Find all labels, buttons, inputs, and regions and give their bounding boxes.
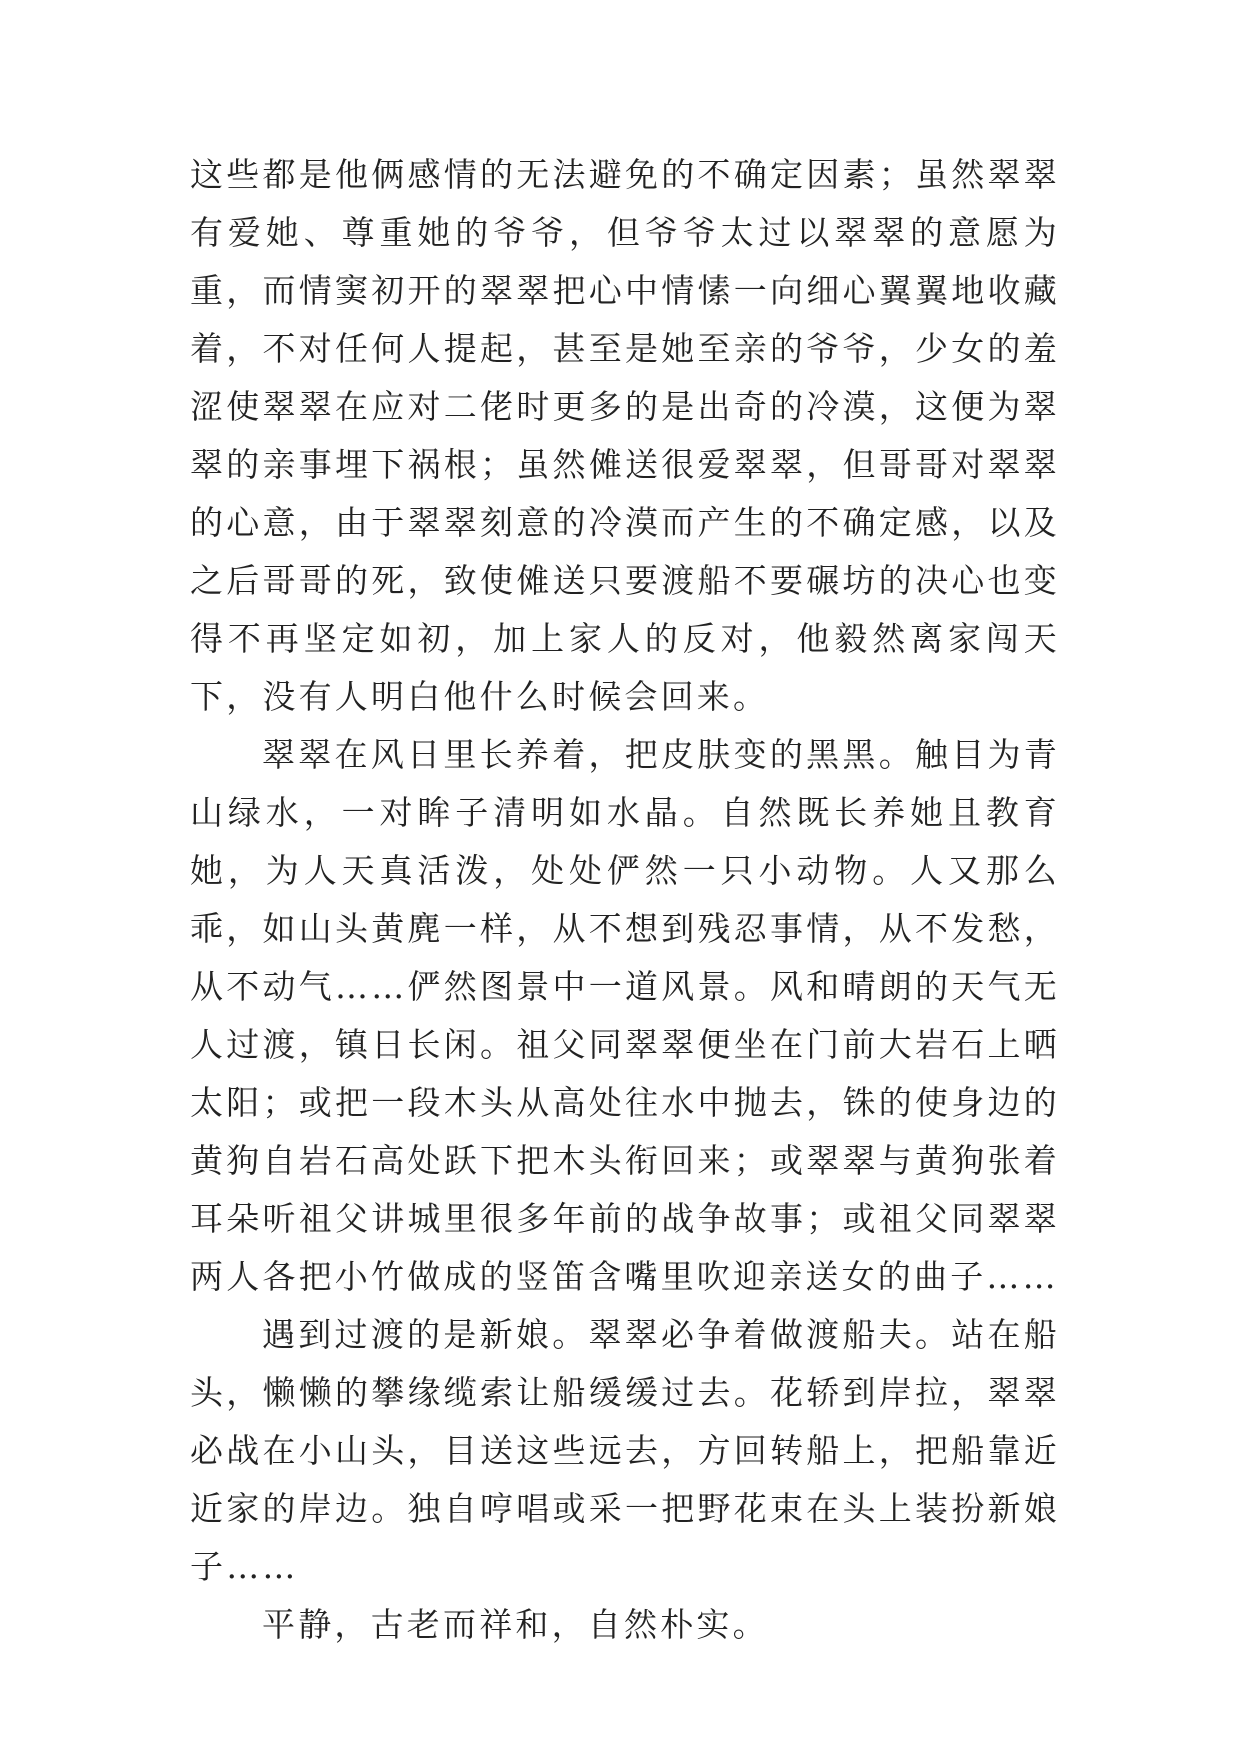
paragraph-4: 平静，古老而祥和，自然朴实。 <box>262 1605 769 1644</box>
paragraph-1: 这些都是他俩感情的无法避免的不确定因素；虽然翠翠有爱她、尊重她的爷爷，但爷爷太过以翠翠的意愿为重，而情窦初开的翠翠把心中情愫一向细心翼翼地收藏着，不对任何人提起，甚至是她至亲的爷爷，少女的羞涩使翠翠在应对二佬时更多的是出奇的冷漠，这便为翠翠的亲事埋下祸根；虽然傩送很爱翠翠，但哥哥对翠翠的心意，由于翠翠刻意的冷漠而产生的不确定感，以及之后哥哥的死，致使傩送只要渡船不要碾坊的决心也变得不再坚定如初，加上家人的反对，他毅然离家闯天下，没有人明白他什么时候会回来。 <box>190 155 1060 716</box>
paragraph-3: 遇到过渡的是新娘。翠翠必争着做渡船夫。站在船头，懒懒的攀缘缆索让船缓缓过去。花轿到岸拉，翠翠必战在小山头，目送这些远去，方回转船上，把船靠近近家的岸边。独自哼唱或采一把野花束在头上装扮新娘子…… <box>190 1315 1060 1586</box>
document-body <box>190 146 1060 1654</box>
paragraph-2: 翠翠在风日里长养着，把皮肤变的黑黑。触目为青山绿水，一对眸子清明如水晶。自然既长养她且教育她，为人天真活泼，处处俨然一只小动物。人又那么乖，如山头黄麂一样，从不想到残忍事情，从不发愁，从不动气……俨然图景中一道风景。风和晴朗的天气无人过渡，镇日长闲。祖父同翠翠便坐在门前大岩石上晒太阳；或把一段木头从高处往水中抛去，铢的使身边的黄狗自岩石高处跃下把木头衔回来；或翠翠与黄狗张着耳朵听祖父讲城里很多年前的战争故事；或祖父同翠翠两人各把小竹做成的竖笛含嘴里吹迎亲送女的曲子…… <box>190 735 1060 1296</box>
